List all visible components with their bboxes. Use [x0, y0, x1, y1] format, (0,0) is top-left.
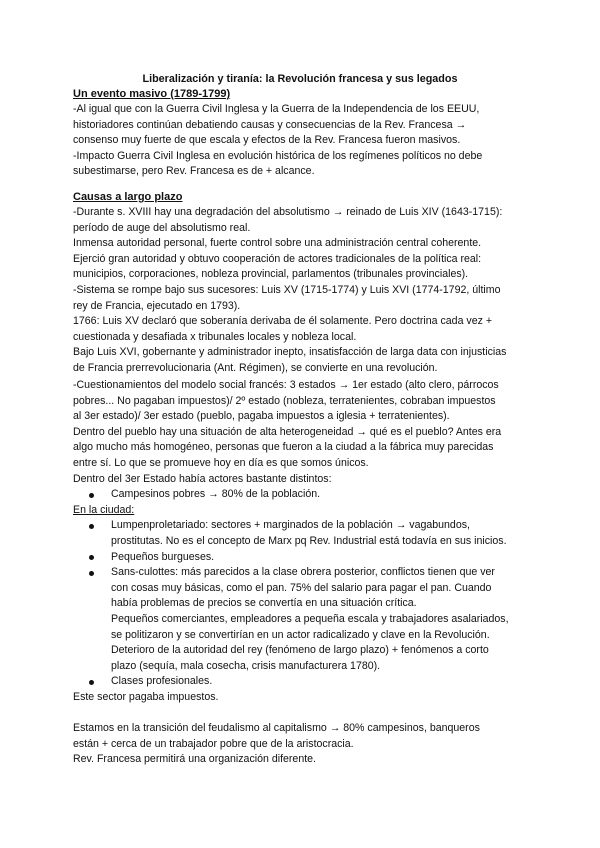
text-line: están + cerca de un trabajador pobre que de la aristocracia.	[73, 737, 354, 750]
text-line: -Impacto Guerra Civil Inglesa en evolución histórica de los regímenes políticos no debe	[73, 149, 483, 162]
section-evento-body	[73, 102, 535, 180]
text-line: cuestionada y desafiada x tribunales locales y nobleza local.	[73, 330, 357, 343]
text-line: Rev. Francesa permitirá una organización diferente.	[73, 753, 316, 766]
bullet-icon	[89, 524, 94, 529]
list-item-text: Sans-culottes: más parecidos a la clase obrera posterior, conflictos tienen que ver	[111, 566, 495, 579]
bullet-list-campesinos	[73, 487, 535, 503]
bullet-list-ciudad	[73, 518, 535, 690]
list-item	[73, 674, 535, 690]
text-line: municipios, corporaciones, nobleza provincial, parlamentos (tribunales provinciales).	[73, 268, 469, 281]
list-item	[73, 487, 535, 503]
section-causas-body-b	[73, 378, 535, 768]
text-line: -Cuestionamientos del modelo social francés: 3 estados → 1er estado (alto clero, párrocos	[73, 379, 499, 391]
text-line: Inmensa autoridad personal, fuerte control sobre una administración central coherente.	[73, 237, 482, 250]
list-item-text: plazo (sequía, mala cosecha, crisis manufacturera 1780).	[111, 659, 381, 672]
list-item-text: se politizaron y se convertirían en un actor radicalizado y clave en la Revolución.	[111, 628, 490, 641]
blank-line	[73, 705, 535, 721]
bullet-icon	[89, 555, 94, 560]
bullet-icon	[89, 493, 94, 498]
text-line: 1766: Luis XV declaró que soberanía derivaba de él solamente. Pero doctrina cada vez +	[73, 315, 493, 328]
section-heading-evento: Un evento masivo (1789-1799)	[73, 88, 231, 100]
bullet-icon	[89, 571, 94, 576]
list-item-text: Clases profesionales.	[111, 675, 213, 688]
text-line: Bajo Luis XVI, gobernante y administrador inepto, insatisfacción de larga data con injusticias	[73, 346, 507, 359]
list-item-text: prostitutas. No es el concepto de Marx pq Rev. Industrial está todavía en sus inicios.	[111, 534, 507, 547]
text-line: entre sí. Lo que se promueve hoy en día es que somos únicos.	[73, 456, 369, 469]
text-line: Este sector pagaba impuestos.	[73, 690, 219, 703]
text-line: -Al igual que con la Guerra Civil Inglesa y la Guerra de la Independencia de los EEUU,	[73, 103, 480, 115]
text-line: Estamos en la transición del feudalismo al capitalismo → 80% campesinos, banqueros	[73, 722, 480, 735]
section-heading-causas: Causas a largo plazo	[73, 191, 183, 203]
text-line: pobres... No pagaban impuestos)/ 2º estado (nobleza, terratenientes, cobraban impuestos	[73, 394, 496, 407]
list-item-text: había problemas de precios se convertía en una situación crítica.	[111, 597, 417, 610]
list-item-text: con cosas muy básicas, como el pan. 75% del salario para pagar el pan. Cuando	[111, 581, 492, 594]
list-item-text: Deterioro de la autoridad del rey (fenómeno de largo plazo) + fenómenos a corto	[111, 644, 489, 657]
ciudad-label: En la ciudad:	[73, 503, 135, 516]
document-title: Liberalización y tiranía: la Revolución francesa y sus legados	[142, 73, 458, 85]
list-item	[73, 550, 535, 566]
text-line: -Sistema se rompe bajo sus sucesores: Luis XV (1715-1774) y Luis XVI (1774-1792, último	[73, 283, 501, 296]
list-item-text: Pequeños comerciantes, empleadores a pequeña escala y trabajadores asalariados,	[111, 612, 509, 625]
list-item-text: Campesinos pobres → 80% de la población.	[111, 488, 321, 501]
list-item	[73, 565, 535, 674]
text-line: al 3er estado)/ 3er estado (pueblo, pagaba impuestos a iglesia + terratenientes).	[73, 410, 450, 423]
text-line: Dentro del 3er Estado había actores bastante distintos:	[73, 472, 332, 485]
list-item	[73, 518, 535, 549]
text-line: período de auge del absolutismo real.	[73, 221, 251, 234]
list-item-text: Pequeños burgueses.	[111, 550, 215, 563]
text-line: Ejerció gran autoridad y obtuvo cooperación de actores tradicionales de la política real:	[73, 252, 482, 265]
text-line: algo mucho más homogéneo, personas que fueron a la ciudad a la fábrica muy parecidas	[73, 441, 494, 454]
text-line: historiadores continúan debatiendo causas y consecuencias de la Rev. Francesa →	[73, 118, 467, 131]
text-line: rey de Francia, ejecutado en 1793).	[73, 299, 241, 312]
bullet-icon	[89, 680, 94, 685]
section-causas-body-a	[73, 205, 535, 377]
text-line: consenso muy fuerte de que escala y efectos de la Rev. Francesa fueron masivos.	[73, 134, 461, 147]
text-line: de Francia prerrevolucionaria (Ant. Régimen), se convierte en una revolución.	[73, 361, 438, 374]
text-line: subestimarse, pero Rev. Francesa es de + alcance.	[73, 165, 315, 178]
list-item-text: Lumpenproletariado: sectores + marginados de la población → vagabundos,	[111, 519, 470, 532]
text-line: Dentro del pueblo hay una situación de alta heterogeneidad → qué es el pueblo? Antes era	[73, 425, 502, 438]
text-line: -Durante s. XVIII hay una degradación del absolutismo → reinado de Luis XIV (1643-1715):	[73, 206, 503, 218]
